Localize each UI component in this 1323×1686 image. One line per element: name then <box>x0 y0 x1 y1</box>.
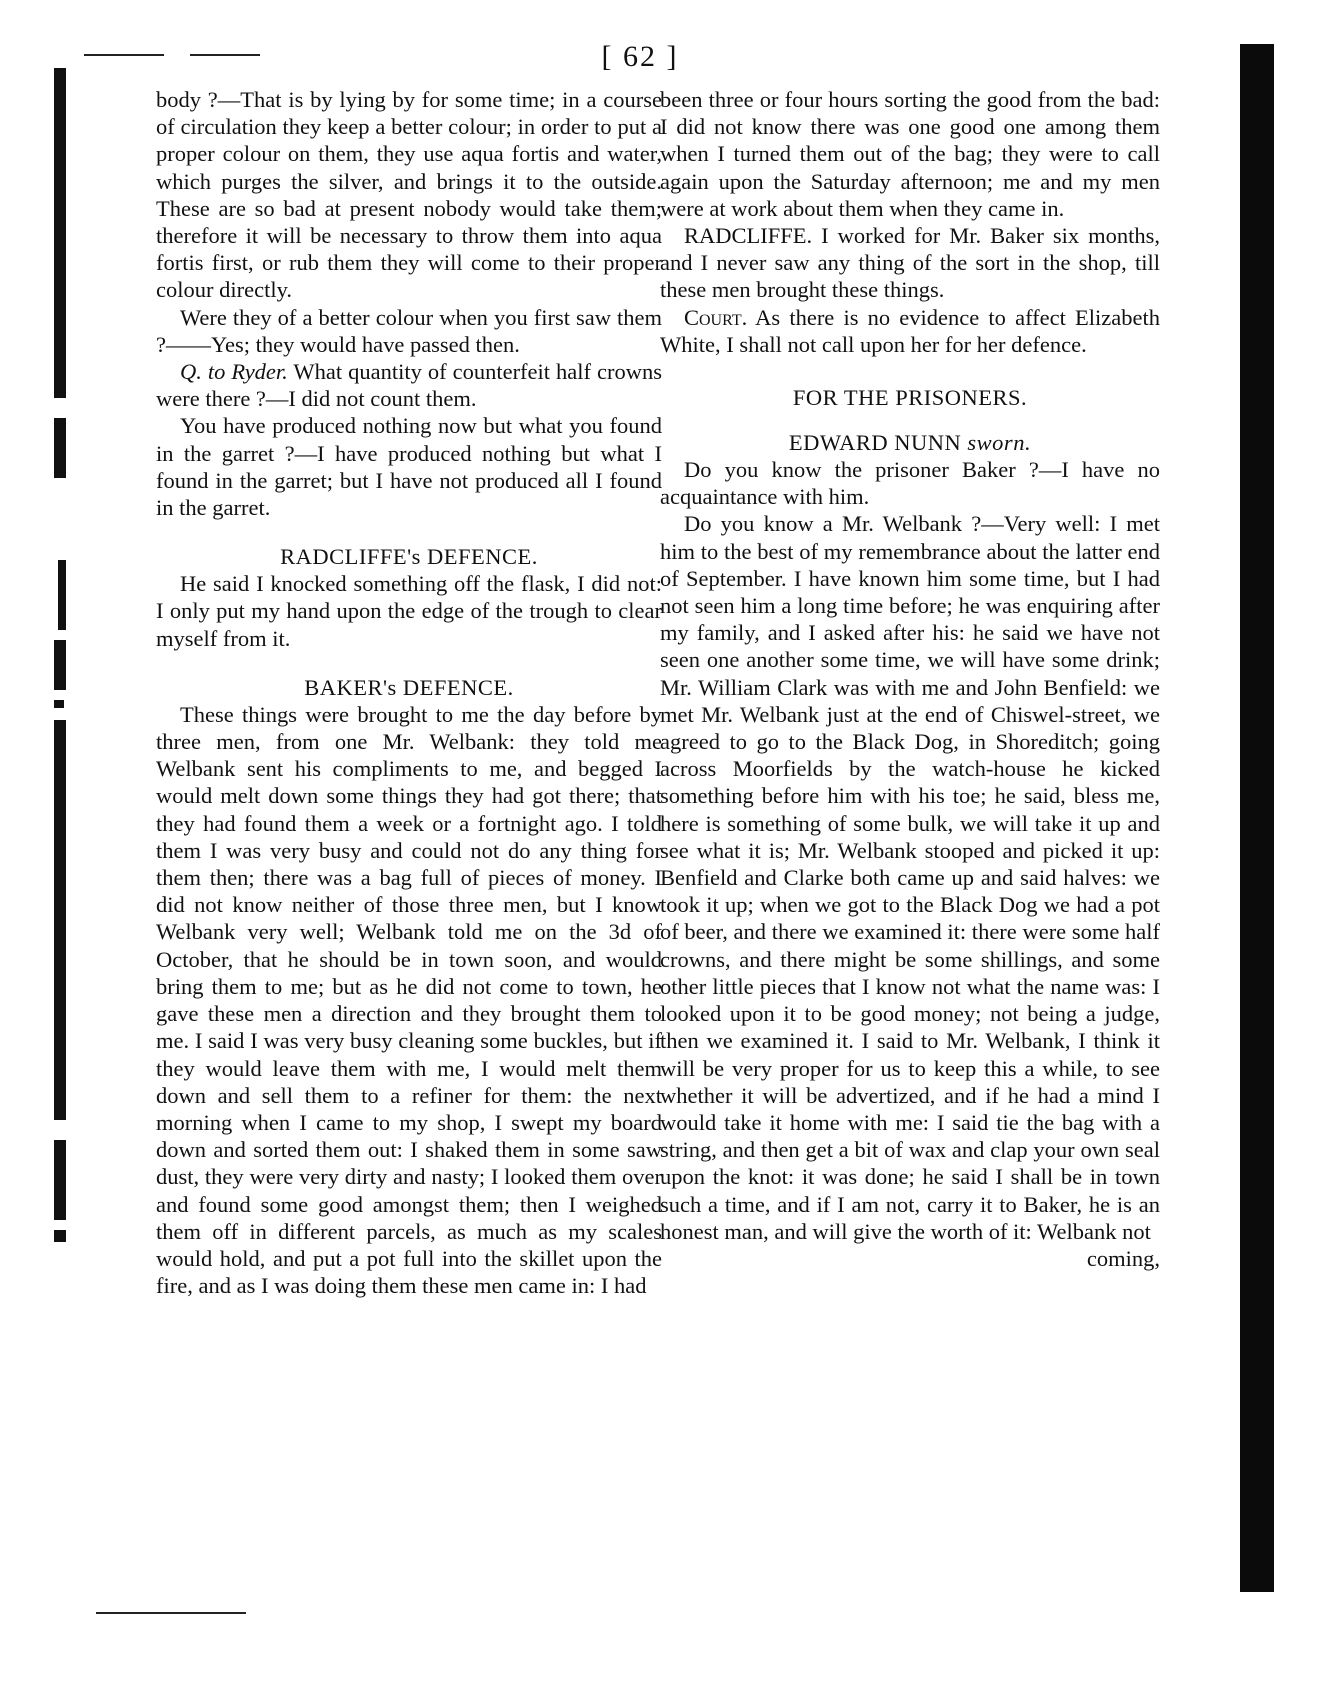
scan-edge-mark <box>58 560 66 630</box>
scan-edge-mark <box>54 700 64 708</box>
paragraph-text: RADCLIFFE. I worked for Mr. Baker six months, and I never saw any thing of the sort in the shop, till these men brought these things. <box>660 223 1160 303</box>
page-number: [ 62 ] <box>601 40 679 73</box>
paragraph-lead: Court. <box>684 304 748 330</box>
paragraph-lead: Q. to Ryder. <box>180 359 288 385</box>
paragraph <box>156 412 662 521</box>
paragraph-text: These things were brought to me the day before by three men, from one Mr. Welbank: they told me Welbank sent his compliments to me, and begged I would melt down some things they had got there; that they had found them a week or a fortnight ago. I told them I was very busy and could not do any thing for them then; there was a bag full of pieces of money. I did not know neither of those three men, but I know Welbank very well; Welbank told me on the 3d of October, that he should be in town soon, and would bring them to me; but as he did not come to town, he gave these men a direction and they brought them to me. I said I was very busy cleaning some buckles, but if they would leave them with me, I would melt them down and sell them to a refiner for them: the next morning when I came to my shop, I swept my board down and sorted them out: I shaked them in some saw dust, they were very dirty and nasty; I looked them over and found some good amongst them; then I weighed them off in different parcels, as much as my scales would hold, and put a pot full into the skillet upon the fire, and as I was doing them these men came in: I had <box>156 701 662 1299</box>
paragraph-text: Do you know a Mr. Welbank ?—Very well: I met him to the best of my remembrance about the latter end of September. I have known him some time, but I had not seen him a long time before; he was enquiring after my family, and I asked after his: he said we have not seen one another some time, we will have some drink; Mr. William Clark was with me and John Benfield: we met Mr. Welbank just at the end of Chiswel-street, we agreed to go to the Black Dog, in Shoreditch; going across Moorfields by the watch-house he kicked something before him with his toe; he said, bless me, here is something of some bulk, we will take it up and see what it is; Mr. Welbank stooped and picked it up: Benfield and Clarke both came up and said halves: we took it up; when we got to the Black Dog we had a pot of beer, and there we examined it: there were some half crowns, and there might be some shillings, and some other little pieces that I know not what the name was: I looked upon it to be good money; not being a judge, then we examined it. I said to Mr. Welbank, I think it will be very proper for us to keep this a while, to see whether it will be advertized, and if he had a mind I would take it home with me: I said tie the bag with a string, and then get a bit of wax and clap your own seal upon the knot: it was done; he said I shall be in town such a time, and if I am not, carry it to Baker, he is an honest man, and will give the worth of it: Welbank not <box>660 511 1160 1244</box>
paragraph <box>156 358 662 412</box>
paragraph-text: been three or four hours sorting the good from the bad: I did not know there was one good one among them when I turned them out of the bag; they were to call again upon the Saturday afternoon; me and my men were at work about them when they came in. <box>660 87 1160 221</box>
scan-edge-mark <box>54 418 66 478</box>
witness-name: EDWARD NUNN <box>788 430 962 456</box>
witness-heading <box>660 429 1160 456</box>
paragraph <box>660 304 1160 358</box>
paragraph <box>660 222 1160 304</box>
left-column <box>156 86 662 1299</box>
paragraph <box>660 86 1160 222</box>
paragraph <box>156 86 662 304</box>
section-heading: FOR THE PRISONERS. <box>792 385 1028 411</box>
scan-edge-mark <box>54 640 66 690</box>
paragraph-text: He said I knocked something off the flask, I did not: I only put my hand upon the edge of the trough to clear myself from it. <box>156 571 662 651</box>
scan-border-right <box>1240 44 1274 1592</box>
section-heading: RADCLIFFE's DEFENCE. <box>280 544 538 570</box>
paragraph-text: body ?—That is by lying by for some time; in a course of circulation they keep a better colour; in order to put a proper colour on them, they use aqua fortis and water, which purges the silver, and brings it to the outside. These are so bad at present nobody would take them; therefore it will be necessary to throw them into aqua fortis first, or rub them they will come to their proper colour directly. <box>156 87 662 303</box>
scan-dash <box>190 54 260 56</box>
catchword: coming, <box>1086 1245 1160 1271</box>
paragraph-text: As there is no evidence to affect Elizabeth White, I shall not call upon her for her defence. <box>660 304 1160 357</box>
scan-dash <box>84 54 164 56</box>
scan-edge-mark <box>54 68 66 398</box>
paragraph <box>156 701 662 1299</box>
paragraph-text: Do you know the prisoner Baker ?—I have no acquaintance with him. <box>660 457 1160 510</box>
witness-sworn: sworn. <box>967 430 1032 456</box>
scan-dash <box>96 1612 246 1614</box>
paragraph-text: What quantity of counterfeit half crowns were there ?—I did not count them. <box>156 359 662 412</box>
scan-edge-mark <box>54 1230 66 1242</box>
paragraph <box>660 456 1160 510</box>
scan-edge-mark <box>54 720 66 1120</box>
paragraph-text: You have produced nothing now but what you found in the garret ?—I have produced nothing but what I found in the garret; but I have not produced all I found in the garret. <box>156 413 662 521</box>
paragraph <box>156 570 662 652</box>
right-column <box>660 86 1160 1272</box>
scan-edge-mark <box>54 1140 66 1220</box>
paragraph <box>660 510 1160 1244</box>
section-heading: BAKER's DEFENCE. <box>304 674 514 700</box>
paragraph-text: Were they of a better colour when you first saw them ?——Yes; they would have passed then. <box>156 304 662 357</box>
paragraph <box>156 304 662 358</box>
